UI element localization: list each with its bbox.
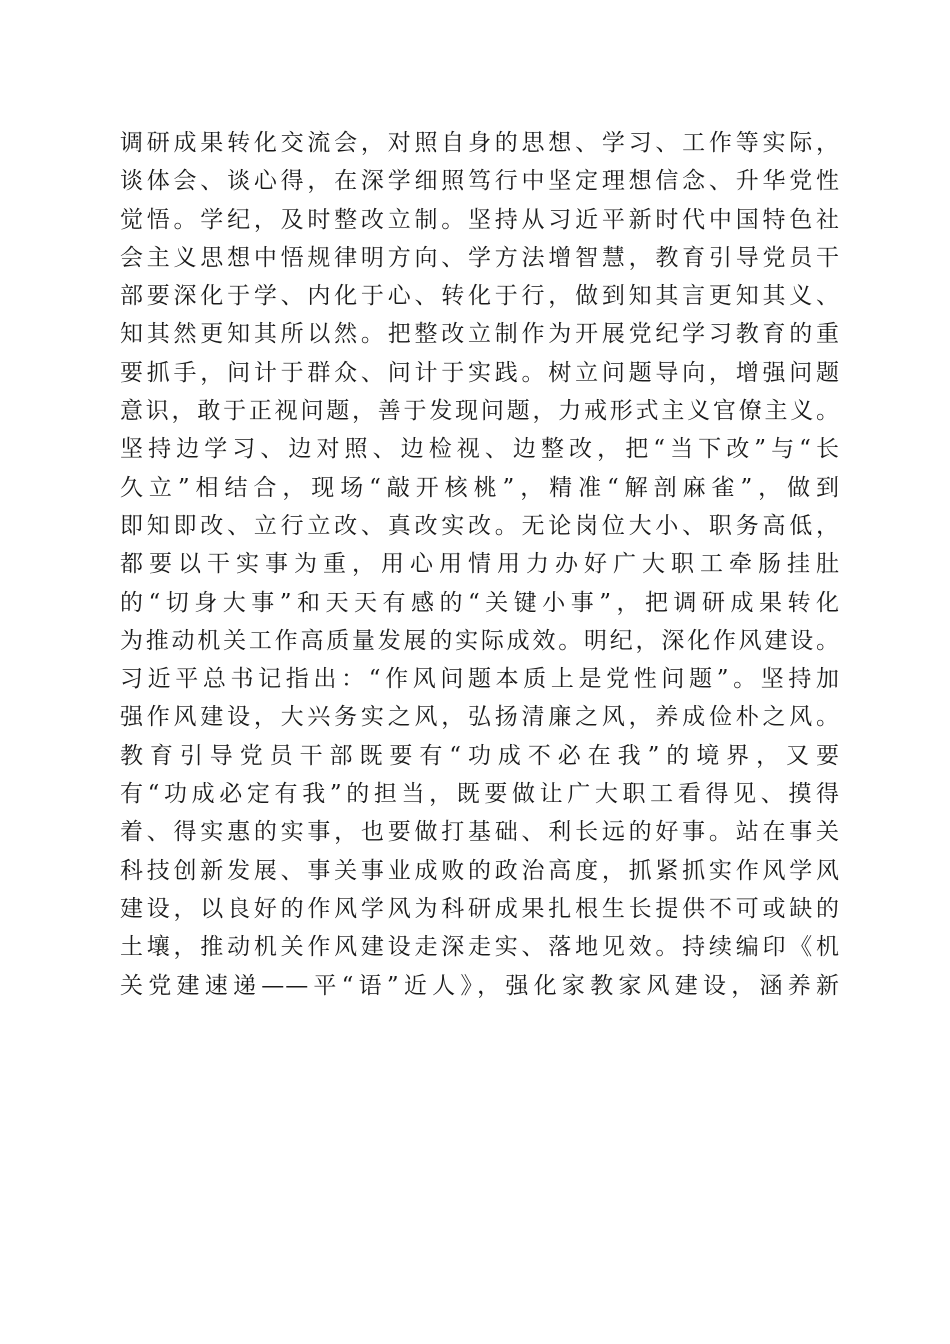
- text-line: 有“功成必定有我”的担当，既要做让广大职工看得见、摸得: [120, 781, 840, 808]
- body-text: [120, 124, 840, 1005]
- text-line: 要抓手，问计于群众、问计于实践。树立问题导向，增强问题: [120, 359, 840, 386]
- text-line: 强作风建设，大兴务实之风，弘扬清廉之风，养成俭朴之风。: [120, 704, 840, 731]
- text-line: 科技创新发展、事关事业成败的政治高度，抓紧抓实作风学风: [120, 857, 840, 884]
- text-line: 知其然更知其所以然。把整改立制作为开展党纪学习教育的重: [120, 321, 840, 348]
- text-line: 久立”相结合，现场“敲开核桃”，精准“解剖麻雀”，做到: [120, 474, 840, 501]
- text-line: 教育引导党员干部既要有“功成不必在我”的境界，又要: [120, 742, 840, 769]
- text-line: 会主义思想中悟规律明方向、学方法增智慧，教育引导党员干: [120, 244, 840, 271]
- text-line: 部要深化于学、内化于心、转化于行，做到知其言更知其义、: [120, 283, 840, 310]
- text-line: 觉悟。学纪，及时整改立制。坚持从习近平新时代中国特色社: [120, 206, 840, 233]
- text-line: 即知即改、立行立改、真改实改。无论岗位大小、职务高低，: [120, 512, 840, 539]
- text-line: 都要以干实事为重，用心用情用力办好广大职工牵肠挂肚: [120, 551, 840, 578]
- text-line: 谈体会、谈心得，在深学细照笃行中坚定理想信念、升华党性: [120, 168, 840, 195]
- text-line: 为推动机关工作高质量发展的实际成效。明纪，深化作风建设。: [120, 627, 840, 654]
- text-line: 土壤，推动机关作风建设走深走实、落地见效。持续编印《机: [120, 934, 840, 961]
- text-line: 的“切身大事”和天天有感的“关键小事”，把调研成果转化: [120, 589, 840, 616]
- text-line: 着、得实惠的实事，也要做打基础、利长远的好事。站在事关: [120, 819, 840, 846]
- text-line: 建设，以良好的作风学风为科研成果扎根生长提供不可或缺的: [120, 895, 840, 922]
- text-line: 坚持边学习、边对照、边检视、边整改，把“当下改”与“长: [120, 436, 840, 463]
- text-line: 习近平总书记指出：“作风问题本质上是党性问题”。坚持加: [120, 666, 840, 693]
- text-line: 关党建速递——平“语”近人》，强化家教家风建设，涵养新: [120, 972, 840, 999]
- text-line: 意识，敢于正视问题，善于发现问题，力戒形式主义官僚主义。: [120, 398, 840, 425]
- text-line: 调研成果转化交流会，对照自身的思想、学习、工作等实际，: [120, 130, 840, 156]
